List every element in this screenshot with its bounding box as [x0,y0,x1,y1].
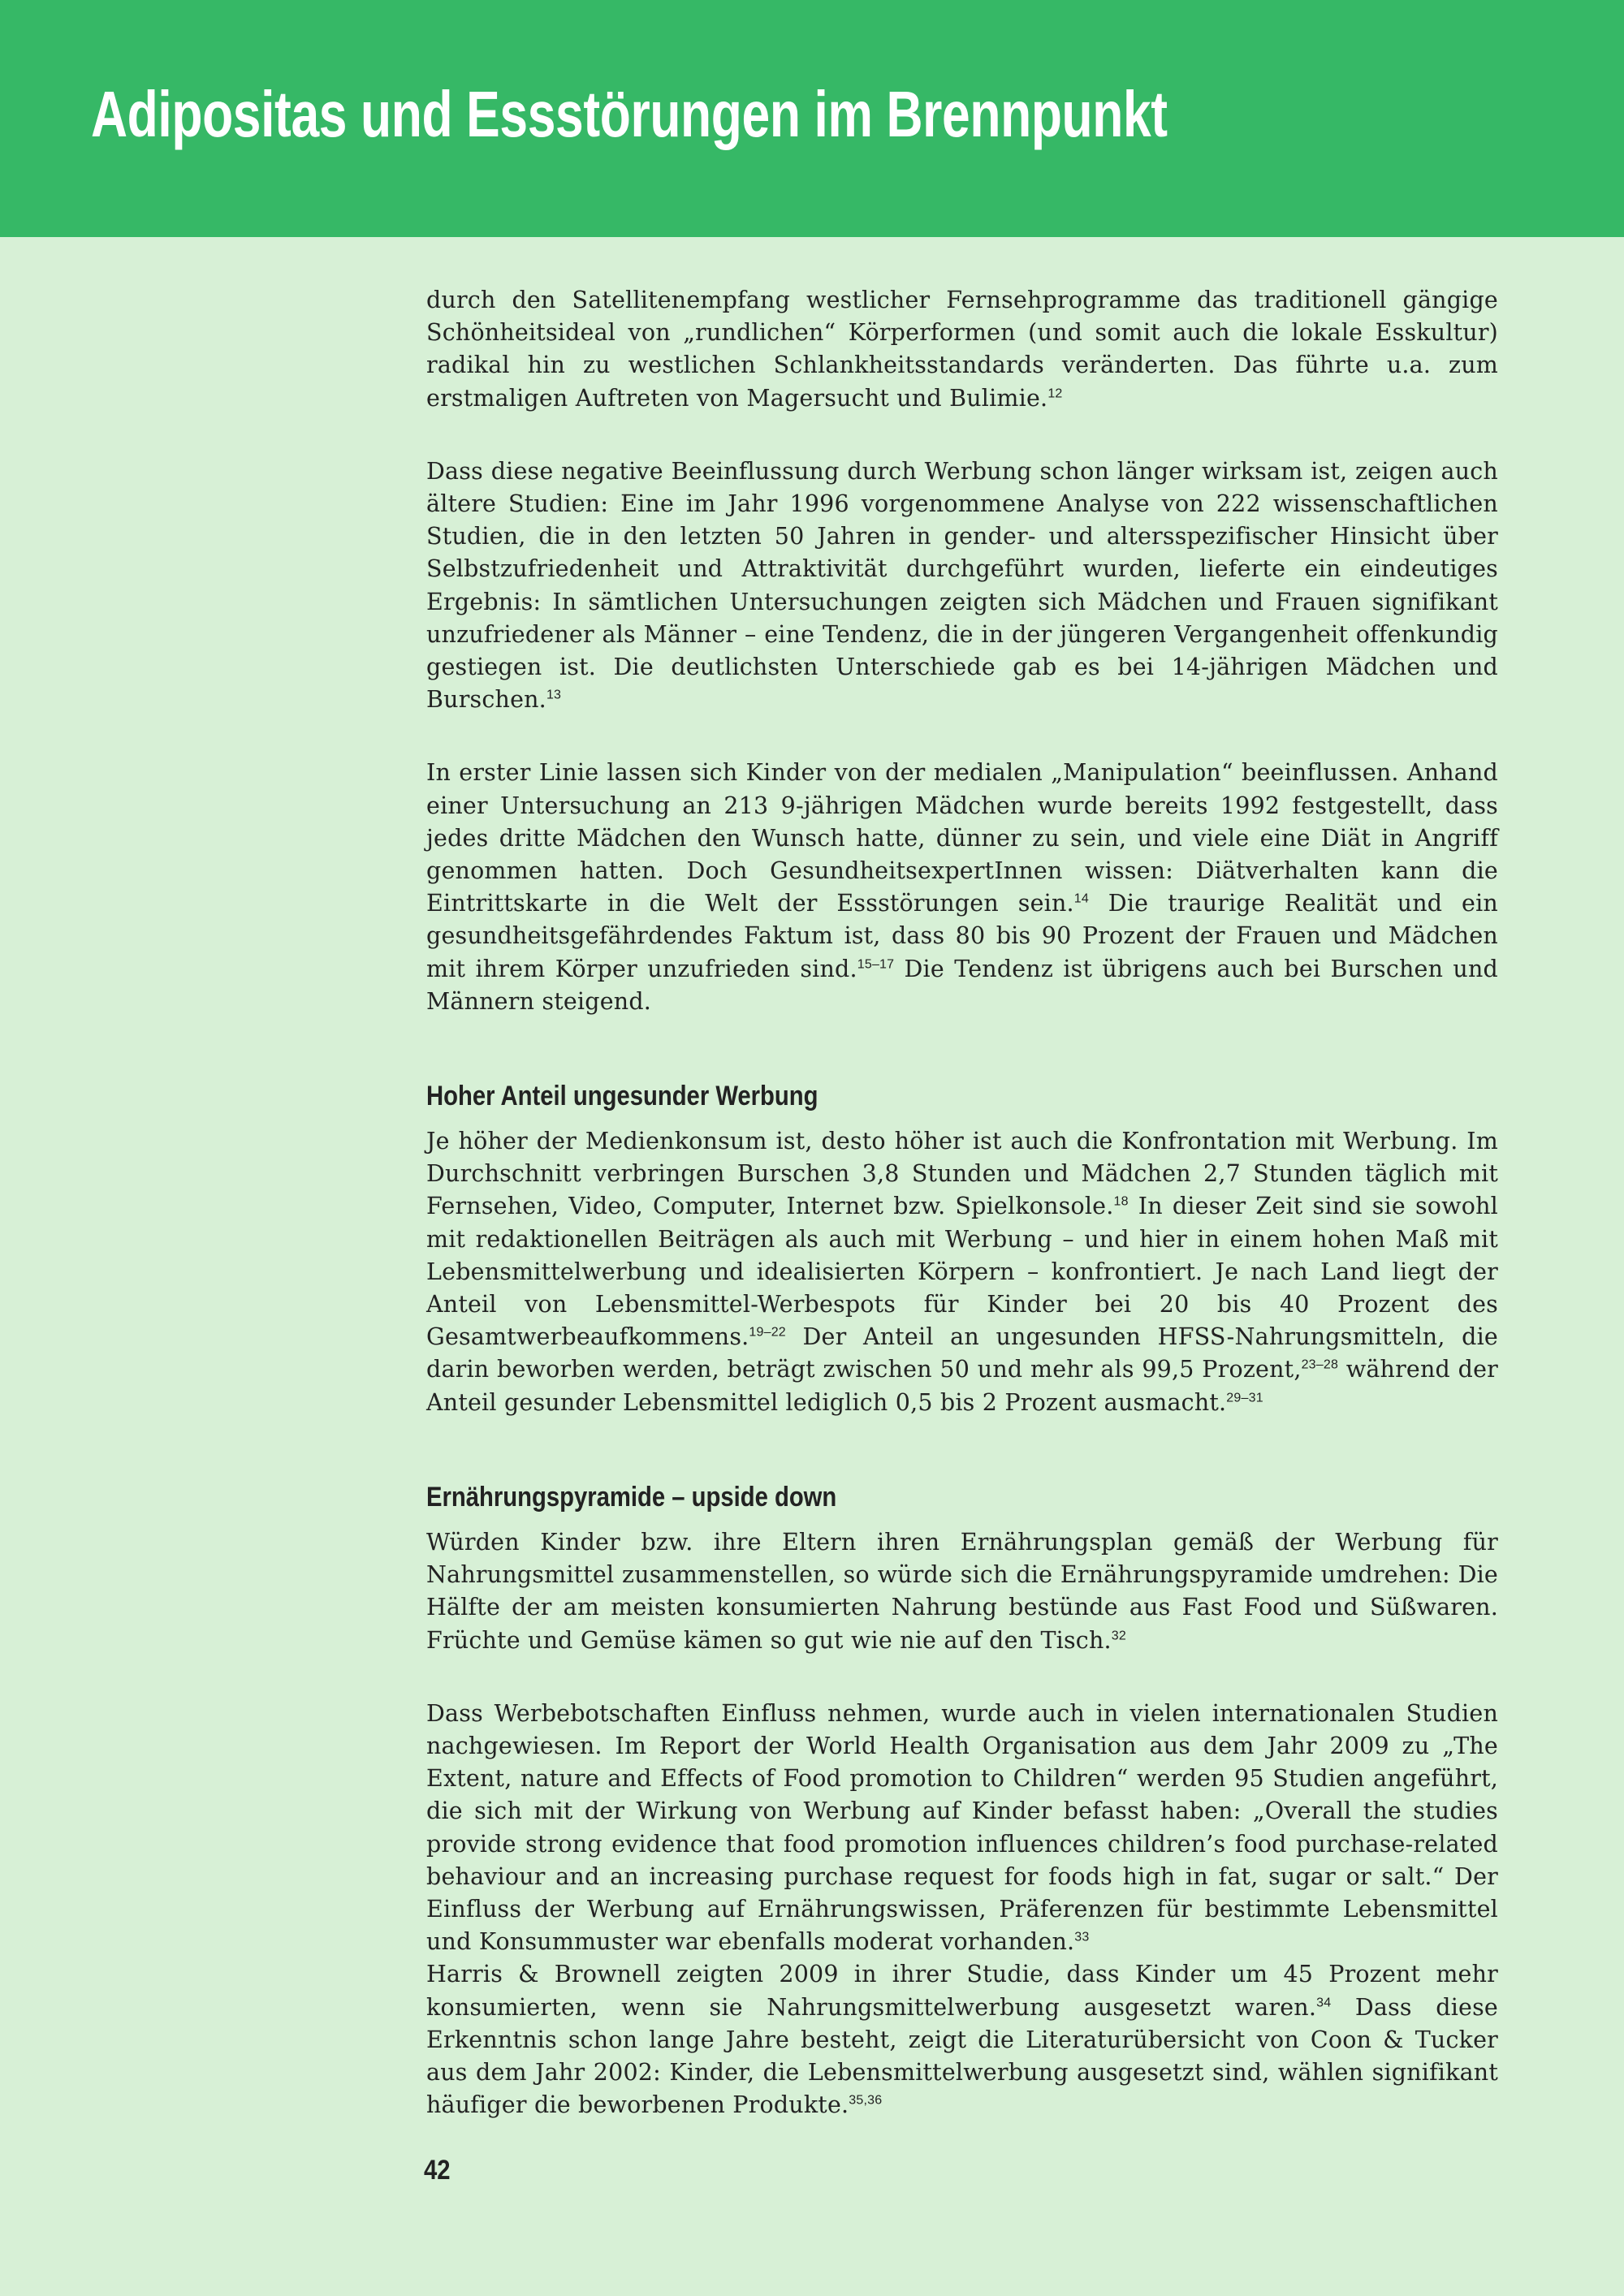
footnote-reference: 35,36 [849,2093,883,2108]
footnote-reference: 29–31 [1226,1391,1263,1405]
paragraph [426,1698,1498,1959]
paragraph-text: Dass diese negative Beeinflussung durch Werbung schon länger wirksam ist, zeigen auch ältere Studien: Eine im Jahr 1996 vorgenommene Analyse von 222 wissenschaftlichen Studien, die in den letzten 50 Jahren in gender- und altersspezifischer Hinsicht über Selbstzufriedenheit und Attraktivität durchgeführt wurden, lieferte ein eindeutiges Ergebnis: In sämtlichen Untersuchungen zeigten sich Mädchen und Frauen signifikant unzufriedener als Männer – eine Tendenz, die in der jüngeren Vergangenheit offenkundig gestiegen ist. Die deutlichsten Unterschiede gab es bei 14-jährigen Mädchen und Burschen. [426,457,1498,714]
footnote-reference: 32 [1111,1629,1126,1642]
paragraph-text: Harris & Brownell zeigten 2009 in ihrer Studie, dass Kinder um 45 Prozent mehr konsumierten, wenn sie Nahrungsmittelwerbung ausgesetzt waren. [426,1961,1498,2021]
paragraph-text: Dass diese Erkenntnis schon lange Jahre besteht, zeigt die Literaturübersicht von Coon & Tucker aus dem Jahr 2002: Kinder, die Lebensmittelwerbung ausgesetzt sind, wählen signifikant häufiger die beworbenen Produkte. [426,1993,1498,2119]
paragraph [426,1958,1498,2121]
paragraph [426,1526,1498,1657]
page-title: Adipositas und Essstörungen im Brennpunkt [91,78,1168,150]
paragraph-text: Die Tendenz ist übrigens auch bei Burschen und Männern steigend. [426,955,1498,1015]
paragraph-text: In dieser Zeit sind sie sowohl mit redaktionellen Beiträgen als auch mit Werbung – und hier in einem hohen Maß mit Lebensmittelwerbung und idealisierten Körpern – konfrontiert. Je nach Land liegt der Anteil von Lebensmittel-Werbespots für Kinder bei 20 bis 40 Prozent des Gesamtwerbeaufkommens. [426,1193,1498,1351]
paragraph [426,1125,1498,1419]
paragraph-text: In erster Linie lassen sich Kinder von der medialen „Manipulation“ beeinflussen. Anhand einer Untersuchung an 213 9-jährigen Mädchen wurde bereits 1992 festgestellt, dass jedes dritte Mädchen den Wunsch hatte, dünner zu sein, und viele eine Diät in Angriff genommen hatten. Doch GesundheitsexpertInnen wissen: Diätverhalten kann die Eintrittskarte in die Welt der Essstörungen sein. [426,759,1498,917]
paragraph-text: durch den Satellitenempfang westlicher Fernsehprogramme das traditionell gängige Schönheitsideal von „rundlichen“ Körperformen (und somit auch die lokale Esskultur) radikal hin zu westlichen Schlankheitsstandards veränderten. Das führte u.a. zum erstmaligen Auftreten von Magersucht und Bulimie. [426,287,1498,412]
footnote-reference: 14 [1073,891,1089,906]
paragraph-text: Der Anteil an ungesunden HFSS-Nahrungsmitteln, die darin beworben werden, beträgt zwischen 50 und mehr als 99,5 Prozent, [426,1323,1498,1383]
header-banner [0,0,1624,237]
paragraph [426,455,1498,717]
section-heading: Hoher Anteil ungesunder Werbung [426,1081,818,1112]
footnote-reference: 33 [1074,1930,1090,1944]
article-body [426,284,1498,2162]
footnote-reference: 19–22 [749,1325,786,1340]
paragraph-text: während der Anteil gesunder Lebensmittel lediglich 0,5 bis 2 Prozent ausmacht. [426,1356,1498,1416]
paragraph-text: Würden Kinder bzw. ihre Eltern ihren Ernährungsplan gemäß der Werbung für Nahrungsmittel zusammenstellen, so würde sich die Ernährungspyramide umdrehen: Die Hälfte der am meisten konsumierten Nahrung bestünde aus Fast Food und Süßwaren. Früchte und Gemüse kämen so gut wie nie auf den Tisch. [426,1528,1498,1654]
footnote-reference: 18 [1113,1194,1129,1209]
paragraph [426,284,1498,415]
footnote-reference: 23–28 [1301,1357,1339,1372]
paragraph-text: Dass Werbebotschaften Einfluss nehmen, wurde auch in vielen internationalen Studien nachgewiesen. Im Report der World Health Organisation aus dem Jahr 2009 zu „The Extent, nature and Effects of Food promotion to Children“ werden 95 Studien angeführt, die sich mit der Wirkung von Werbung auf Kinder befasst haben: „Overall the studies provide strong evidence that food promotion influences children’s food purchase-related behaviour and an increasing purchase request for foods high in fat, sugar or salt.“ Der Einfluss der Werbung auf Ernährungswissen, Präferenzen für bestimmte Lebensmittel und Konsummuster war ebenfalls moderat vorhanden. [426,1699,1498,1956]
footnote-reference: 15–17 [857,957,895,972]
paragraph-text: Je höher der Medienkonsum ist, desto höher ist auch die Konfrontation mit Werbung. Im Durchschnitt verbringen Burschen 3,8 Stunden und Mädchen 2,7 Stunden täglich mit Fernsehen, Video, Computer, Internet bzw. Spielkonsole. [426,1128,1498,1220]
paragraph-text: Die traurige Realität und ein gesundheitsgefährdendes Faktum ist, dass 80 bis 90 Prozent der Frauen und Mädchen mit ihrem Körper unzufrieden sind. [426,890,1498,982]
footnote-reference: 34 [1316,1996,1332,2010]
page-number: 42 [424,2155,451,2186]
footnote-reference: 12 [1047,386,1063,401]
paragraph [426,757,1498,1018]
section-heading: Ernährungspyramide – upside down [426,1481,837,1513]
footnote-reference: 13 [546,688,562,702]
